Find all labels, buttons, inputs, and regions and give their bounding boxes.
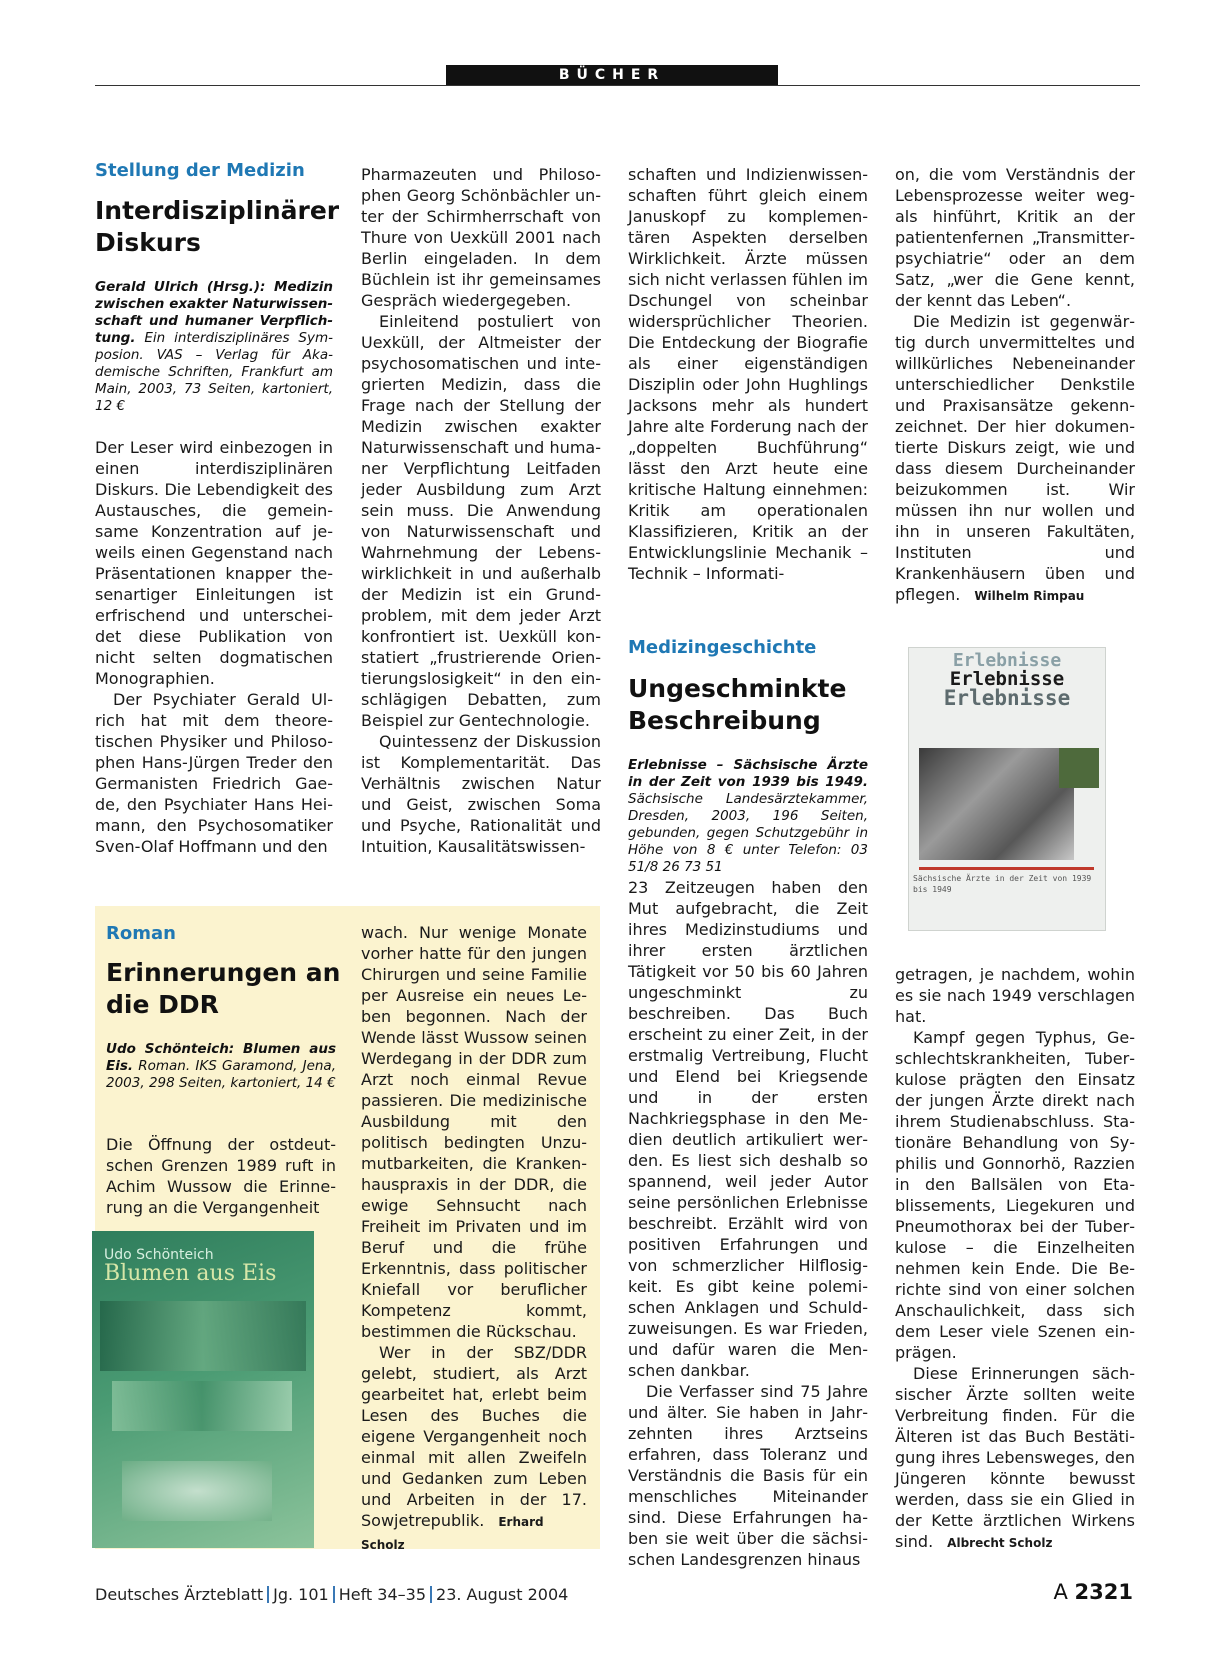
article2-author: Erhard Scholz [361, 1515, 544, 1552]
article3-author: Albrecht Scholz [947, 1536, 1053, 1550]
article1-closing-text: Die Medizin ist gegenwärtig durch unvermitteltes und willkürliches Nebeneinander unterschiedlicher Denkstile und Praxisansätze gekennzeichnet. Der hier dokumentierte Diskurs zeigt, wie und dass diesem Durcheinander beizukommen ist. Wir müssen ihn nur wollen und ihn in unseren Fakultäten, Instituten und Krankenhäusern üben und pflegen. [895, 312, 1135, 604]
article3-biblio-details: Sächsische Landesärztekammer, Dresden, 2003, 196 Seiten, gebunden, gegen Schutzgebühr in Höhe von 8 € unter Telefon: 03 51/8 26 73 51 [628, 791, 868, 875]
article3-headline [628, 673, 878, 737]
article3-closing-text: Diese Erinnerungen sächsischer Ärzte sollten weite Verbreitung finden. Für die Älteren ist das Buch Bestätigung ihres Lebensweges, den Jüngeren könnte bewusst werden, dass sie ein Glied in der Kette ärztlichen Wirkens sind. [895, 1364, 1135, 1551]
article1-column-2 [361, 164, 601, 857]
article2-paragraph [361, 1342, 587, 1556]
article3-kicker: Medizingeschichte [628, 637, 817, 658]
article2-paragraph: wach. Nur wenige Monate vorher hatte für den jungen Chirurgen und seine Familie per Ausreise ein neues Leben begonnen. Nach der Wende lässt Wussow seinen Werdegang in der DDR zum Arzt noch einmal Revue passieren. Die medizinische Ausbildung mit den politisch bedingten Unzumutbarkeiten, die Krankenhauspraxis in der DDR, die ewige Sehnsucht nach Freiheit im Privaten und im Beruf und die frühe Erkenntnis, dass politischer Kniefall vor beruflicher Kompetenz kommt, bestimmen die Rückschau. [361, 923, 587, 1341]
article1-paragraph: Pharmazeuten und Philosophen Georg Schönbächler unter der Schirmherrschaft von Thure von Uexküll 2001 nach Berlin eingeladen. In dem Büchlein ist ihr gemeinsames Gespräch wiedergegeben. [361, 165, 601, 310]
page-number-prefix: A [1053, 1580, 1068, 1604]
page-footer [95, 1585, 568, 1604]
article3-paragraph [895, 1363, 1135, 1554]
footer-separator [430, 1586, 432, 1603]
cover-caption: Sächsische Ärzte in der Zeit von 1939 bis 1949 [913, 874, 1092, 894]
article1-author: Wilhelm Rimpau [974, 589, 1085, 603]
article1-headline-line1: Interdisziplinärer [95, 196, 340, 225]
footer-issue: Heft 34–35 [338, 1585, 427, 1604]
article1-biblio-details: Ein interdisziplinäres Symposion. VAS – Verlag für Akademische Schriften, Frankfurt am Main, 2003, 73 Seiten, kartoniert, 12 € [95, 330, 333, 414]
article1-paragraph: on, die vom Verständnis der Lebensprozesse weiter wegals hinführt, Kritik an der patientenfernen „Transmitterpsychiatrie“ oder an dem Satz, „wer die Gene kennt, der kennt das Leben“. [895, 165, 1135, 310]
page-number [1053, 1580, 1133, 1604]
article3-paragraph: Die Verfasser sind 75 Jahre und älter. Sie haben in Jahrzehnten ihres Arztseins erfahren, dass Toleranz und Verständnis die Basis für ein menschliches Miteinander sind. Diese Erfahrungen haben sie weit über die sächsischen Landesgrenzen hinaus [628, 1382, 868, 1569]
article2-biblio-title: Udo Schönteich: Blumen aus Eis. [106, 1041, 336, 1074]
article1-kicker: Stellung der Medizin [95, 160, 305, 181]
footer-journal: Deutsches Ärzteblatt [95, 1585, 264, 1604]
article1-column-4 [895, 164, 1135, 607]
cover-title-echo: Erlebnisse [952, 650, 1062, 671]
book-cover-erlebnisse [908, 647, 1106, 931]
article2-bibliography [106, 1041, 336, 1092]
cover-title: Erlebnisse [949, 668, 1065, 690]
article1-bibliography [95, 279, 333, 415]
article3-column-4 [895, 964, 1135, 1554]
article1-paragraph [895, 311, 1135, 607]
article1-headline-line2: Diskurs [95, 228, 201, 257]
article3-column-3 [628, 877, 868, 1570]
article1-paragraph: Der Psychiater Gerald Ulrich hat mit dem theoretischen Physiker und Philosophen Hans-Jürgen Treder den Germanisten Friedrich Gaede, den Psychiater Hans Heimann, den Psychosomatiker Sven-Olaf Hoffmann und den [95, 690, 333, 856]
article2-headline-line1: Erinnerungen an [106, 958, 341, 987]
footer-separator [333, 1586, 335, 1603]
cover-photo [919, 748, 1074, 860]
cover-title-echo: Erlebnisse [943, 686, 1071, 710]
article2-column-2 [361, 922, 587, 1556]
article2-headline-line2: die DDR [106, 990, 219, 1019]
page-number-value: 2321 [1074, 1580, 1133, 1604]
article2-paragraph: Die Öffnung der ostdeutschen Grenzen 1989 ruft in Achim Wussow die Erinnerung an die Vergangenheit [106, 1135, 336, 1217]
section-header: BÜCHER [446, 65, 778, 85]
article3-paragraph: 23 Zeitzeugen haben den Mut aufgebracht, die Zeit ihres Medizinstudiums und ihrer ersten ärztlichen Tätigkeit vor 50 bis 60 Jahren ungeschminkt zu beschreiben. Das Buch erscheint zu einer Zeit, in der erstmalig Vertreibung, Flucht und Elend bei Kriegsende und in der ersten Nachkriegsphase in den Medien deutlich artikuliert werden. Es liest sich deshalb so spannend, weil jeder Autor seine persönlichen Erlebnisse beschreibt. Erzählt wird von positiven Erfahrungen und von schmerzlicher Hilflosigkeit. Es gibt keine polemischen Anklagen und Schuldzuweisungen. Es war Frieden, und dafür waren die Menschen dankbar. [628, 878, 868, 1380]
article1-column-1 [95, 437, 333, 857]
article3-headline-line2: Beschreibung [628, 706, 821, 735]
footer-separator [267, 1586, 269, 1603]
footer-date: 23. August 2004 [436, 1585, 569, 1604]
article1-column-3 [628, 164, 868, 584]
cover-photo-strip [112, 1381, 292, 1431]
article1-biblio-title: Gerald Ulrich (Hrsg.): Medizin zwischen exakter Naturwissenschaft und humaner Verpflichtung. [95, 279, 333, 346]
article3-bibliography [628, 757, 868, 876]
article1-paragraph: Einleitend postuliert von Uexküll, der Altmeister der psychosomatischen und integrierten Medizin, dass die Frage nach der Stellung der Medizin zwischen exakter Naturwissenschaft und humaner Verpflichtung Leitfaden jeder Ausbildung zum Arzt sein muss. Die Anwendung von Naturwissenschaft und Wahrnehmung der Lebenswirklichkeit in und außerhalb der Medizin ist ein Grundproblem, mit dem jeder Arzt konfrontiert ist. Uexküll konstatiert „frustrierende Orientierungslosigkeit“ in den einschlägigen Debatten, zum Beispiel zur Gentechnologie. [361, 312, 601, 730]
cover-photo-strip [122, 1461, 272, 1521]
cover-red-line [919, 867, 1094, 870]
article3-paragraph: getragen, je nachdem, wohin es sie nach 1949 verschlagen hat. [895, 965, 1135, 1026]
article3-biblio-title: Erlebnisse – Sächsische Ärzte in der Zeit von 1939 bis 1949. [628, 757, 868, 790]
article3-headline-line1: Ungeschminkte [628, 674, 847, 703]
cover-author: Udo Schönteich [104, 1247, 214, 1263]
article2-kicker: Roman [106, 923, 176, 944]
cover-photo-inset [1059, 748, 1099, 788]
article1-headline [95, 195, 345, 259]
article1-paragraph: Der Leser wird einbezogen in einen interdisziplinären Diskurs. Die Lebendigkeit des Austausches, die gemeinsame Konzentration auf jeweils einen Gegenstand nach Präsentationen knapper thesenartiger Einleitungen ist erfrischend und unterscheidet diese Publikation von nicht selten dogmatischen Monographien. [95, 438, 333, 688]
article2-column-1 [106, 1134, 336, 1218]
article2-headline [106, 957, 356, 1021]
article2-biblio-details: Roman. IKS Garamond, Jena, 2003, 298 Seiten, kartoniert, 14 € [106, 1058, 336, 1091]
header-rule [95, 85, 1140, 86]
book-cover-blumen-aus-eis [92, 1231, 314, 1548]
article1-paragraph: schaften und Indizienwissenschaften führt gleich einem Januskopf zu komplementären Aspekten derselben Wirklichkeit. Ärzte müssen sich nicht verlassen fühlen im Dschungel von scheinbar widersprüchlicher Theorien. Die Entdeckung der Biografie als einer eigenständigen Disziplin oder John Hughlings Jacksons mehr als hundert Jahre alte Forderung nach der „doppelten Buchführung“ lässt den Arzt heute eine kritische Haltung einnehmen: Kritik am operationalen Klassifizieren, Kritik an der Entwicklungslinie Mechanik – Technik – Informati- [628, 165, 868, 583]
article3-paragraph: Kampf gegen Typhus, Geschlechtskrankheiten, Tuberkulose prägten den Einsatz der jungen Ärzte direkt nach ihrem Studienabschluss. Stationäre Behandlung von Syphilis und Gonnorhö, Razzien in den Ballsälen von Etablissements, Liegekuren und Pneumothorax bei der Tuberkulose – die Einzelheiten nehmen kein Ende. Die Berichte sind von einer solchen Anschaulichkeit, dass sich dem Leser viele Szenen einprägen. [895, 1028, 1135, 1362]
cover-photo-strip [100, 1301, 306, 1371]
cover-title: Blumen aus Eis [104, 1261, 277, 1286]
footer-volume: Jg. 101 [273, 1585, 329, 1604]
article2-closing-text: Wer in der SBZ/DDR gelebt, studiert, als Arzt gearbeitet hat, erlebt beim Lesen des Buches die eigene Vergangenheit noch einmal mit allen Zweifeln und Gedanken zum Leben und Arbeiten in der 17. Sowjetrepublik. [361, 1343, 587, 1530]
article1-paragraph: Quintessenz der Diskussion ist Komplementarität. Das Verhältnis zwischen Natur und Geist, zwischen Soma und Psyche, Rationalität und Intuition, Kausalitätswissen- [361, 732, 601, 856]
